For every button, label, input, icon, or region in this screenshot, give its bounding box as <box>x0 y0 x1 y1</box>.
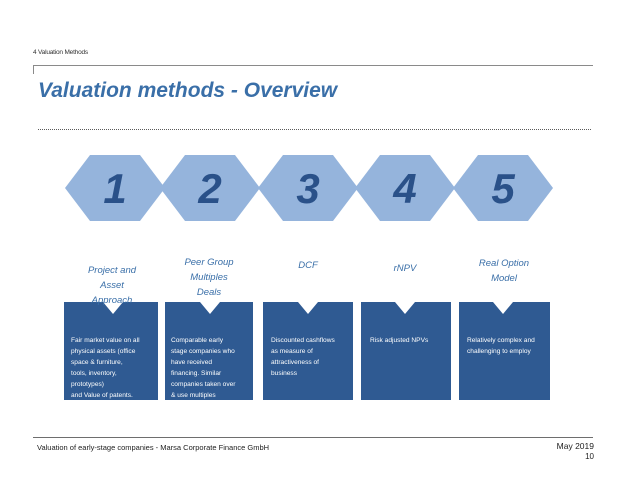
method-3-description: Discounted cashflows as measure of attractiveness of business <box>271 337 335 377</box>
method-1-label: Project and Asset Approach <box>87 265 137 306</box>
method-1-hexagon <box>65 155 165 221</box>
page-title: Valuation methods - Overview <box>38 79 338 102</box>
method-1-number: 1 <box>103 165 127 212</box>
method-2-number: 2 <box>198 165 222 212</box>
method-5-label: Real Option Model <box>478 258 530 284</box>
method-3-label: DCF <box>298 260 318 271</box>
method-5-hexagon <box>453 155 553 221</box>
footer-rule <box>33 437 593 438</box>
method-4-box <box>361 302 451 400</box>
method-5-description: Relatively complex and challenging to employ <box>467 337 535 355</box>
method-4-number: 4 <box>393 165 417 212</box>
method-4-description: Risk adjusted NPVs <box>370 337 429 344</box>
page-number: 10 <box>585 452 594 461</box>
method-4-hexagon <box>355 155 455 221</box>
method-2-hexagon <box>160 155 260 221</box>
footer-date: May 2019 <box>556 441 594 451</box>
breadcrumb: 4 Valuation Methods <box>33 49 88 56</box>
method-2-description: Comparable early stage companies who have received financing. Similar companies taken over & use multiples <box>171 337 236 399</box>
method-3-hexagon <box>258 155 358 221</box>
footer-company: Valuation of early-stage companies - Marsa Corporate Finance GmbH <box>37 443 270 452</box>
method-5-number: 5 <box>491 165 515 212</box>
method-1-description: Fair market value on all physical assets (office space & furniture, tools, inventory, prototypes) and Value of patents. <box>71 337 140 399</box>
method-2-label: Peer Group Multiples Deals <box>184 257 234 298</box>
method-3-number: 3 <box>296 165 320 212</box>
method-4-label: rNPV <box>393 263 417 274</box>
